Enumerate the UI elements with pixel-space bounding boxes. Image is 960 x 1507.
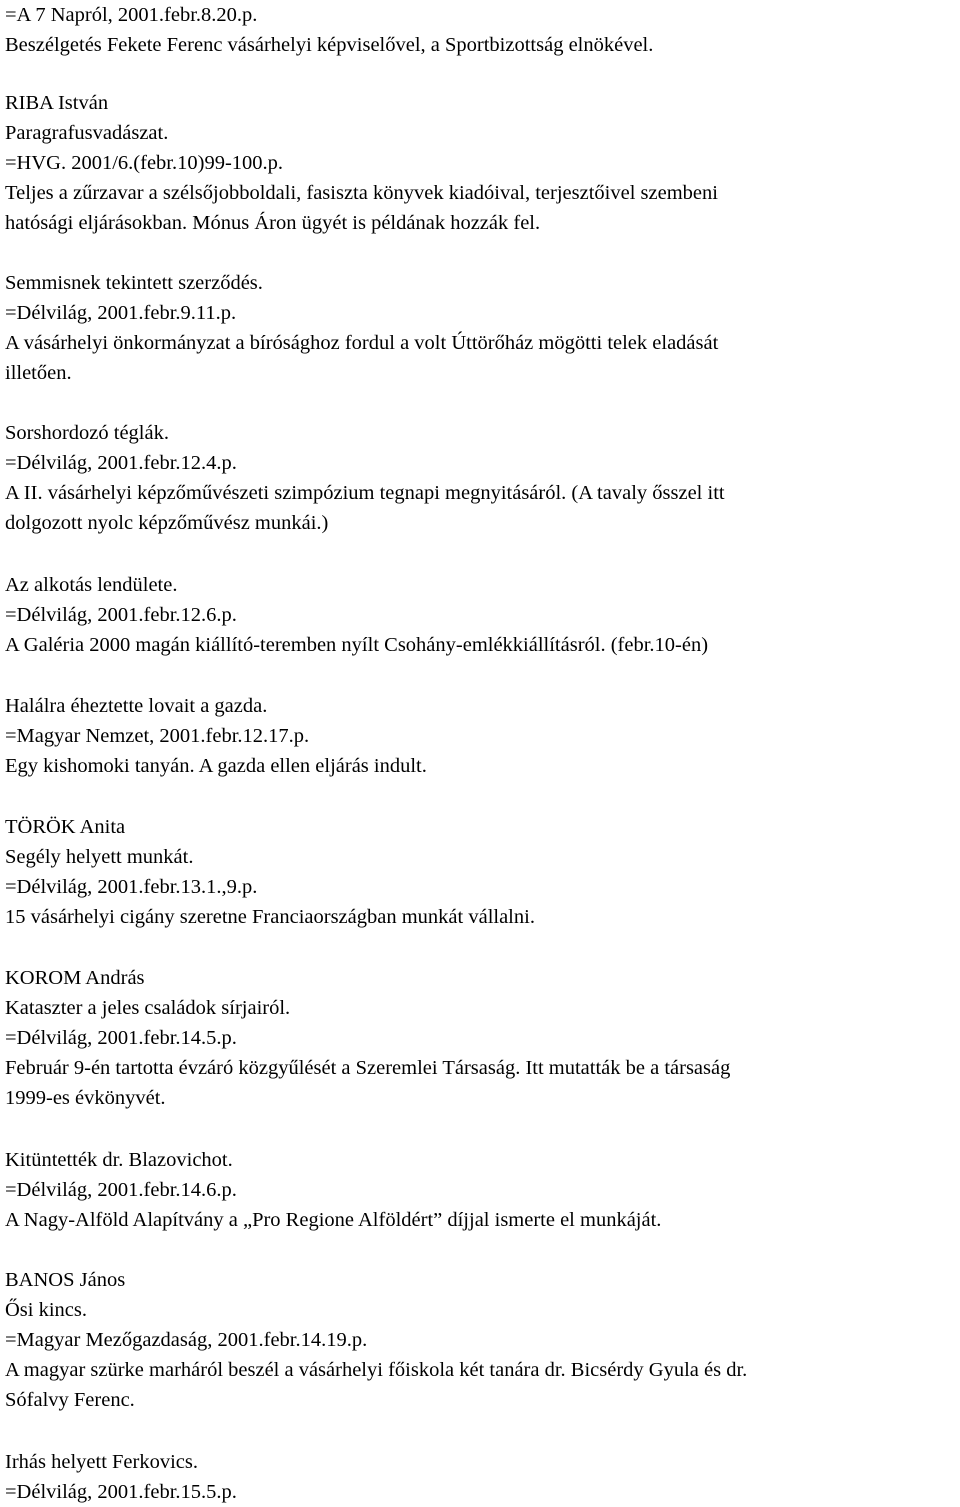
entry-alkotas (5, 570, 960, 660)
source-line: =Délvilág, 2001.febr.14.5.p. (5, 1027, 237, 1049)
summary-line: Egy kishomoki tanyán. A gazda ellen eljárás indult. (5, 755, 427, 777)
title-line: Semmisnek tekintett szerződés. (5, 272, 263, 294)
summary-line: A Nagy-Alföld Alapítvány a „Pro Regione Alföldért” díjjal ismerte el munkáját. (5, 1209, 662, 1231)
entry-sorshordozo (5, 418, 960, 538)
entry-segely (5, 812, 960, 932)
summary-line: A II. vásárhelyi képzőművészeti szimpózium tegnapi megnyitásáról. (A tavaly ősszel itt (5, 482, 725, 504)
entry-naprol (5, 0, 960, 60)
summary-line: Sófalvy Ferenc. (5, 1389, 135, 1411)
summary-line: Teljes a zűrzavar a szélsőjobboldali, fasiszta könyvek kiadóival, terjesztőivel szembeni (5, 182, 718, 204)
entry-halalra (5, 691, 960, 781)
source-line: =Délvilág, 2001.febr.14.6.p. (5, 1179, 237, 1201)
title-line: Kitüntették dr. Blazovichot. (5, 1149, 233, 1171)
title-line: Kataszter a jeles családok sírjairól. (5, 997, 291, 1019)
title-line: Irhás helyett Ferkovics. (5, 1451, 198, 1473)
source-line: =Délvilág, 2001.febr.12.4.p. (5, 452, 237, 474)
entry-kituntettek (5, 1145, 960, 1235)
summary-line: A vásárhelyi önkormányzat a bírósághoz fordul a volt Úttörőház mögötti telek eladását (5, 332, 719, 354)
entry-irhas (5, 1447, 960, 1507)
entry-kataszter (5, 963, 960, 1113)
source-line: =Délvilág, 2001.febr.9.11.p. (5, 302, 237, 324)
author-line: RIBA István (5, 92, 109, 114)
entry-paragrafusvadaszat (5, 88, 960, 238)
summary-line: Február 9-én tartotta évzáró közgyűlését a Szeremlei Társaság. Itt mutatták be a társaság (5, 1057, 731, 1079)
summary-line: 15 vásárhelyi cigány szeretne Franciaországban munkát vállalni. (5, 906, 535, 928)
author-line: TÖRÖK Anita (5, 816, 126, 838)
source-line: =Magyar Nemzet, 2001.febr.12.17.p. (5, 725, 310, 747)
summary-line: illetően. (5, 362, 72, 384)
title-line: Paragrafusvadászat. (5, 122, 169, 144)
summary-line: hatósági eljárásokban. Mónus Áron ügyét is példának hozzák fel. (5, 212, 541, 234)
source-line: =Délvilág, 2001.febr.12.6.p. (5, 604, 237, 626)
title-line: Sorshordozó téglák. (5, 422, 169, 444)
source-line: =HVG. 2001/6.(febr.10)99-100.p. (5, 152, 284, 174)
summary-line: dolgozott nyolc képzőművész munkái.) (5, 512, 329, 534)
author-line: KOROM András (5, 967, 145, 989)
source-line: =Délvilág, 2001.febr.15.5.p. (5, 1481, 237, 1503)
title-line: Segély helyett munkát. (5, 846, 194, 868)
source-line: =Délvilág, 2001.febr.13.1.,9.p. (5, 876, 258, 898)
author-line: BANOS János (5, 1269, 126, 1291)
summary-line: A magyar szürke marháról beszél a vásárhelyi főiskola két tanára dr. Bicsérdy Gyula és dr. (5, 1359, 748, 1381)
source-line: =A 7 Napról, 2001.febr.8.20.p. (5, 4, 258, 26)
summary-line: 1999-es évkönyvét. (5, 1087, 166, 1109)
title-line: Ősi kincs. (5, 1299, 87, 1321)
title-line: Az alkotás lendülete. (5, 574, 178, 596)
summary-line: A Galéria 2000 magán kiállító-teremben nyílt Csohány-emlékkiállításról. (febr.10-én) (5, 634, 709, 656)
summary-line: Beszélgetés Fekete Ferenc vásárhelyi képviselővel, a Sportbizottság elnökével. (5, 34, 654, 56)
title-line: Halálra éheztette lovait a gazda. (5, 695, 268, 717)
source-line: =Magyar Mezőgazdaság, 2001.febr.14.19.p. (5, 1329, 368, 1351)
entry-semmisnek (5, 268, 960, 388)
entry-osi-kincs (5, 1265, 960, 1415)
